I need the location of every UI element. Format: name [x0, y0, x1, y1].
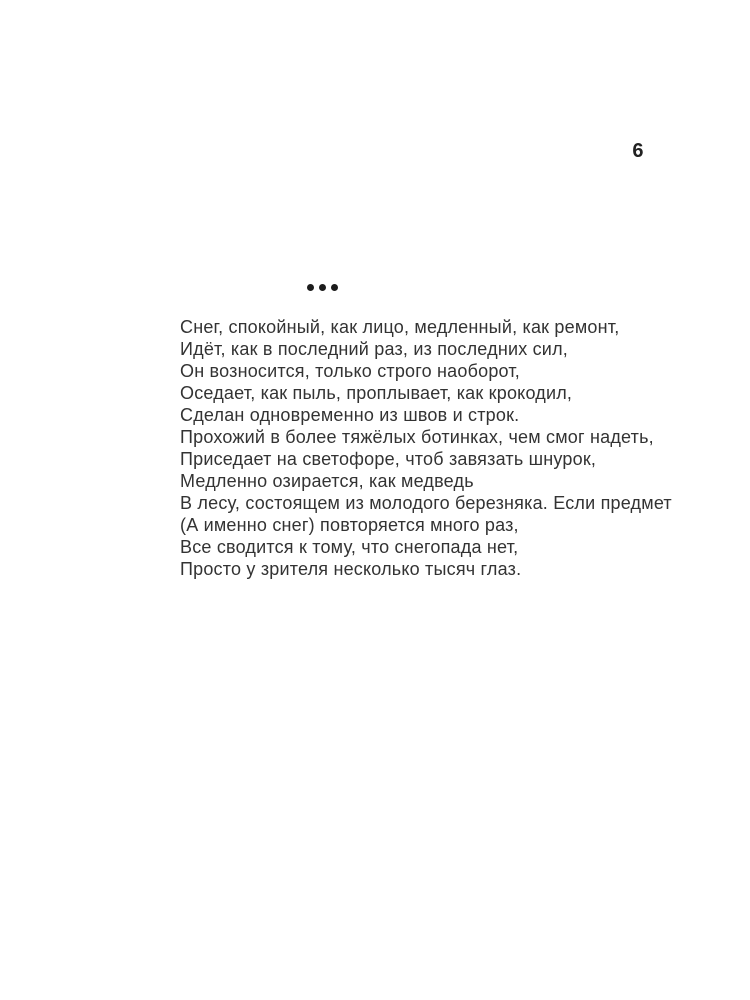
poem-line: Сделан одновременно из швов и строк.: [180, 405, 520, 425]
dot-icon: [331, 284, 338, 291]
poem-line: Просто у зрителя несколько тысяч глаз.: [180, 559, 522, 579]
poem-line: В лесу, состоящем из молодого березняка. Если предмет: [180, 493, 672, 513]
poem-line: Идёт, как в последний раз, из последних сил,: [180, 339, 568, 359]
dot-icon: [307, 284, 314, 291]
poem-line: Снег, спокойный, как лицо, медленный, как ремонт,: [180, 317, 620, 337]
dot-icon: [319, 284, 326, 291]
page-number: 6: [632, 140, 644, 162]
section-separator-dots: [307, 283, 338, 291]
poem-line: Медленно озирается, как медведь: [180, 471, 474, 491]
poem-line: Он возносится, только строго наоборот,: [180, 361, 520, 381]
poem-text-block: [180, 316, 672, 580]
poem-line: Оседает, как пыль, проплывает, как крокодил,: [180, 383, 573, 403]
poem-line: (А именно снег) повторяется много раз,: [180, 515, 519, 535]
poem-line: Приседает на светофоре, чтоб завязать шнурок,: [180, 449, 597, 469]
poem-line: Все сводится к тому, что снегопада нет,: [180, 537, 519, 557]
poem-line: Прохожий в более тяжёлых ботинках, чем смог надеть,: [180, 427, 654, 447]
